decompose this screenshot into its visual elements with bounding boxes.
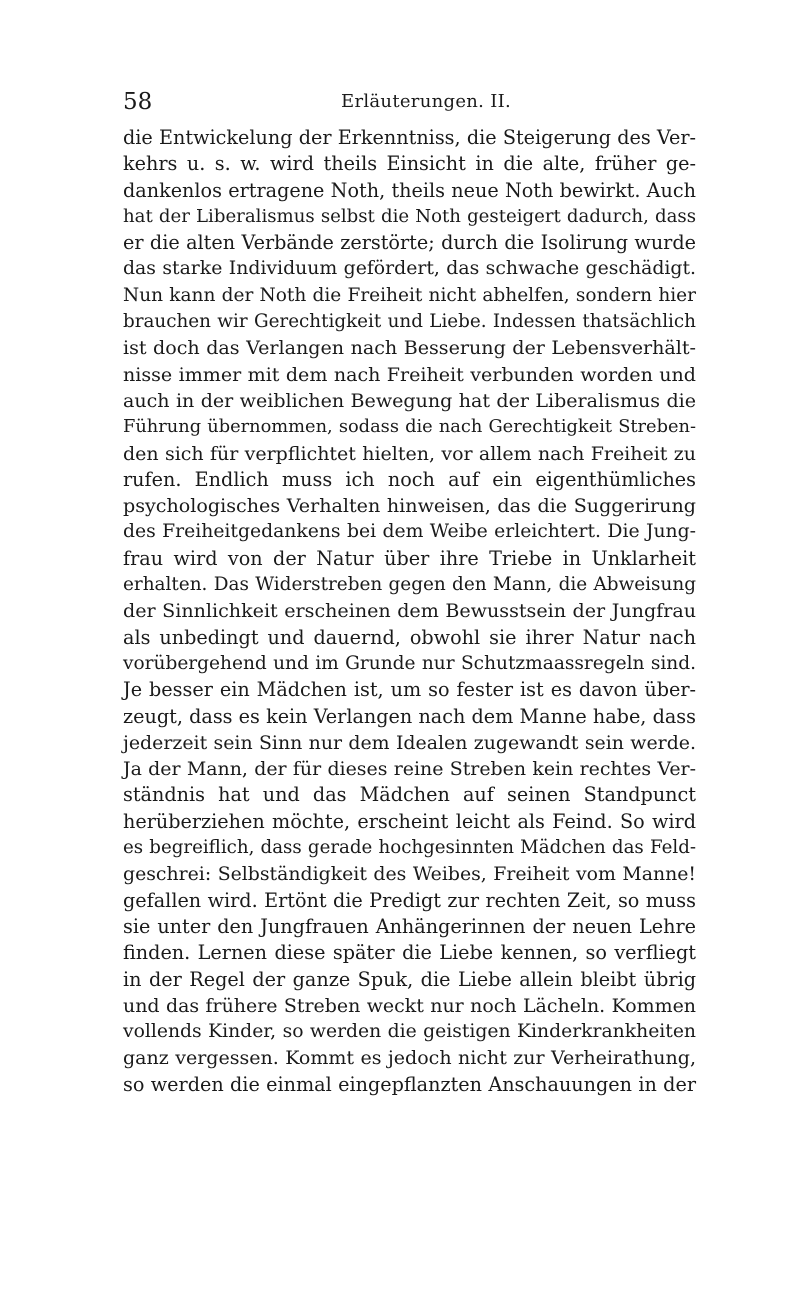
text-line: herüberziehen möchte, erscheint leicht als Feind. So wird	[123, 809, 696, 833]
text-line: vollends Kinder, so werden die geistigen Kinderkrankheiten	[123, 1021, 696, 1043]
text-line: auch in der weiblichen Bewegung hat der Liberalismus die	[123, 389, 696, 412]
text-line: des Freiheitgedankens bei dem Weibe erleichtert. Die Jung-	[123, 521, 696, 543]
text-line: finden. Lernen diese später die Liebe kennen, so verfliegt	[123, 941, 696, 965]
text-line: und das frühere Streben weckt nur noch Lächeln. Kommen	[123, 994, 696, 1017]
text-line: zeugt, dass es kein Verlangen nach dem Manne habe, dass	[123, 704, 696, 728]
body-text	[123, 125, 696, 1098]
text-line: gefallen wird. Ertönt die Predigt zur rechten Zeit, so muss	[123, 888, 696, 912]
text-line: Ja der Mann, der für dieses reine Streben kein rechtes Ver-	[123, 758, 696, 781]
text-line: Führung übernommen, sodass die nach Gerechtigkeit Streben-	[123, 416, 696, 438]
text-line: in der Regel der ganze Spuk, die Liebe allein bleibt übrig	[123, 967, 696, 991]
text-line: er die alten Verbände zerstörte; durch die Isolirung wurde	[123, 231, 696, 255]
text-line: kehrs u. s. w. wird theils Einsicht in die alte, früher ge-	[123, 152, 696, 176]
text-line: vorübergehend und im Grunde nur Schutzmaassregeln sind.	[123, 652, 696, 674]
text-line: die Entwickelung der Erkenntniss, die Steigerung des Ver-	[123, 126, 696, 149]
text-line: sie unter den Jungfrauen Anhängerinnen der neuen Lehre	[123, 914, 696, 938]
text-line: Je besser ein Mädchen ist, um so fester ist es davon über-	[123, 678, 696, 702]
text-line: nisse immer mit dem nach Freiheit verbunden worden und	[123, 363, 696, 386]
text-line: rufen. Endlich muss ich noch auf ein eigenthümliches	[123, 467, 696, 491]
text-line: jederzeit sein Sinn nur dem Idealen zugewandt sein werde.	[123, 731, 696, 754]
page-number: 58	[123, 89, 153, 115]
text-line: ganz vergessen. Kommt es jedoch nicht zur Verheirathung,	[123, 1047, 696, 1070]
text-line: psychologisches Verhalten hinweisen, das die Suggerirung	[123, 494, 696, 518]
text-line: als unbedingt und dauernd, obwohl sie ihrer Natur nach	[123, 625, 696, 649]
page-header	[123, 88, 696, 118]
text-line: so werden die einmal eingepflanzten Anschauungen in der	[123, 1072, 696, 1096]
text-line: geschrei: Selbständigkeit des Weibes, Freiheit vom Manne!	[123, 863, 696, 886]
running-head: Erläuterungen. II.	[341, 91, 512, 112]
text-line: erhalten. Das Widerstreben gegen den Mann, die Abweisung	[123, 574, 696, 596]
text-line: den sich für verpflichtet hielten, vor allem nach Freiheit zu	[123, 442, 696, 465]
text-line: dankenlos ertragene Noth, theils neue Noth bewirkt. Auch	[123, 178, 696, 202]
text-line: ständnis hat und das Mädchen auf seinen Standpunct	[123, 783, 696, 807]
text-line: der Sinnlichkeit erscheinen dem Bewusstsein der Jungfrau	[123, 599, 696, 623]
text-line: hat der Liberalismus selbst die Noth gesteigert dadurch, dass	[123, 205, 696, 227]
text-line: ist doch das Verlangen nach Besserung der Lebensverhält-	[123, 336, 696, 360]
text-line: es begreiflich, dass gerade hochgesinnten Mädchen das Feld-	[123, 837, 696, 859]
text-line: das starke Individuum gefördert, das schwache geschädigt.	[123, 258, 696, 280]
text-line: brauchen wir Gerechtigkeit und Liebe. Indessen thatsächlich	[123, 311, 696, 333]
text-line: frau wird von der Natur über ihre Triebe in Unklarheit	[123, 546, 696, 570]
text-line: Nun kann der Noth die Freiheit nicht abhelfen, sondern hier	[123, 284, 696, 306]
